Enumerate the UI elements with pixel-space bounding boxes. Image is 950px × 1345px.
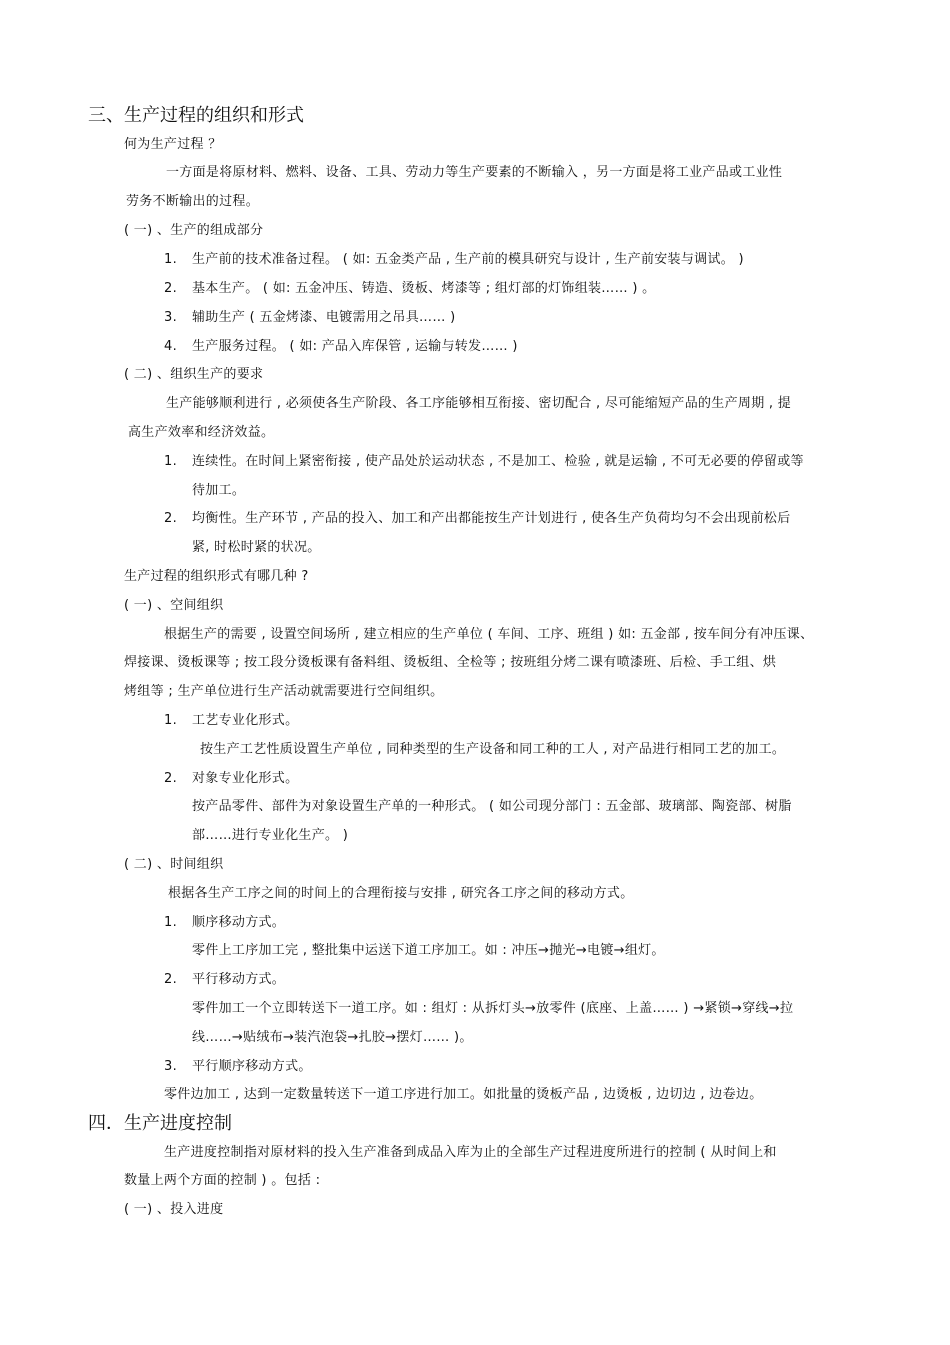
item-text: 生产前的技术准备过程。 ( 如: 五金类产品 , 生产前的模具研究与设计 , 生产前安装与调试。 ) [192, 252, 744, 267]
part4-item-2-desc-2: 线……→贴绒布→装汽泡袋→扎胶→摆灯…… )。 [192, 1030, 473, 1045]
item-title: 对象专业化形式。 [192, 771, 299, 786]
part2-item-1 [164, 453, 804, 471]
section4-para-line-2: 数量上两个方面的控制 ) 。包括 : [124, 1173, 321, 1188]
part2-para-line-2: 高生产效率和经济效益。 [128, 425, 275, 440]
item-number: 1. [164, 713, 178, 728]
part4-item-1 [164, 914, 285, 932]
part3-para-line-3: 烤组等 ; 生产单位进行生产活动就需要进行空间组织。 [124, 684, 444, 699]
part1-item-3 [164, 309, 455, 327]
item-text: 均衡性。生产环节 , 产品的投入、加工和产出都能按生产计划进行 , 使各生产负荷均匀不会出现前松后 [192, 511, 791, 526]
part1-heading: ( 一) 、生产的组成部分 [124, 223, 264, 238]
item-text: 生产服务过程。 ( 如: 产品入库保管 , 运输与转发…… ) [192, 339, 518, 354]
part3-item-2-desc-2: 部……进行专业化生产。 ) [192, 828, 349, 843]
item-number: 2. [164, 511, 178, 526]
item-number: 1. [164, 915, 178, 930]
item-number: 1. [164, 252, 178, 267]
part3-item-1 [164, 712, 298, 730]
part4-item-2 [164, 971, 285, 989]
item-title: 工艺专业化形式。 [192, 713, 299, 728]
part3-item-2 [164, 770, 298, 788]
item-number: 3. [164, 310, 178, 325]
part4-heading: ( 二) 、时间组织 [124, 857, 224, 872]
item-title: 顺序移动方式。 [192, 915, 286, 930]
section4-heading: 四．生产进度控制 [88, 1113, 232, 1134]
part2-item-2-cont: 紧, 时松时紧的状况。 [192, 540, 321, 555]
item-text: 辅助生产 ( 五金烤漆、电镀需用之吊具…… ) [192, 310, 456, 325]
item-number: 2. [164, 281, 178, 296]
part2-para-line-1: 生产能够顺利进行 , 必须使各生产阶段、各工序能够相互衔接、密切配合 , 尽可能缩短产品的生产周期 , 提 [166, 396, 792, 411]
question-what-is-production: 何为生产过程 ？ [124, 137, 222, 152]
part3-item-2-desc-1: 按产品零件、部件为对象设置生产单的一种形式。 ( 如公司现分部门 : 五金部、玻璃部、陶瓷部、树脂 [192, 799, 792, 814]
part2-item-2 [164, 510, 791, 528]
item-number: 2. [164, 972, 178, 987]
part3-para-line-1: 根据生产的需要 , 设置空间场所 , 建立相应的生产单位 ( 车间、工序、班组 ) 如: 五金部 , 按车间分有冲压课、 [164, 627, 814, 642]
part1-item-1 [164, 251, 744, 269]
part3-heading: ( 一) 、空间组织 [124, 598, 224, 613]
item-number: 1. [164, 454, 178, 469]
part4-item-3 [164, 1058, 312, 1076]
part3-para-line-2: 焊接课、烫板课等 ; 按工段分烫板课有备料组、烫板组、全检等 ; 按班组分烤二课有喷漆班、后检、手工组、烘 [124, 655, 777, 670]
part4-item-2-desc-1: 零件加工一个立即转送下一道工序。如 : 组灯 : 从拆灯头→放零件 (底座、上盖…… ) →紧锁→穿线→拉 [192, 1001, 794, 1016]
item-number: 4. [164, 339, 178, 354]
section4-para-line-1: 生产进度控制指对原材料的投入生产准备到成品入库为止的全部生产过程进度所进行的控制 ( 从时间上和 [164, 1145, 777, 1160]
question-forms: 生产过程的组织形式有哪几种 ? [124, 569, 309, 584]
part3-item-1-desc: 按生产工艺性质设置生产单位 , 同种类型的生产设备和同工种的工人 , 对产品进行相同工艺的加工。 [200, 742, 786, 757]
item-number: 2. [164, 771, 178, 786]
item-number: 3. [164, 1059, 178, 1074]
part2-heading: ( 二) 、组织生产的要求 [124, 367, 264, 382]
item-title: 平行移动方式。 [192, 972, 286, 987]
part2-item-1-cont: 待加工。 [192, 483, 246, 498]
part4-item-1-desc: 零件上工序加工完 , 整批集中运送下道工序加工。如 : 冲压→抛光→电镀→组灯。 [192, 943, 665, 958]
section4-sub-heading: ( 一) 、投入进度 [124, 1202, 224, 1217]
section3-heading: 三、生产过程的组织和形式 [88, 105, 304, 126]
part1-item-2 [164, 280, 655, 298]
item-text: 基本生产。 ( 如: 五金冲压、铸造、烫板、烤漆等 ; 组灯部的灯饰组装…… ) 。 [192, 281, 656, 296]
part4-para: 根据各生产工序之间的时间上的合理衔接与安排 , 研究各工序之间的移动方式。 [168, 886, 634, 901]
part4-item-3-desc: 零件边加工 , 达到一定数量转送下一道工序进行加工。如批量的烫板产品 , 边烫板 , 边切边 , 边卷边。 [164, 1087, 763, 1102]
item-text: 连续性。在时间上紧密衔接 , 使产品处於运动状态 , 不是加工、检验 , 就是运输 , 不可无必要的停留或等 [192, 454, 804, 469]
item-title: 平行顺序移动方式。 [192, 1059, 312, 1074]
part1-item-4 [164, 338, 518, 356]
definition-line-1: 一方面是将原材料、燃料、设备、工具、劳动力等生产要素的不断输入 ，另一方面是将工业产品或工业性 [166, 165, 783, 180]
definition-line-2: 劳务不断输出的过程。 [126, 194, 260, 209]
